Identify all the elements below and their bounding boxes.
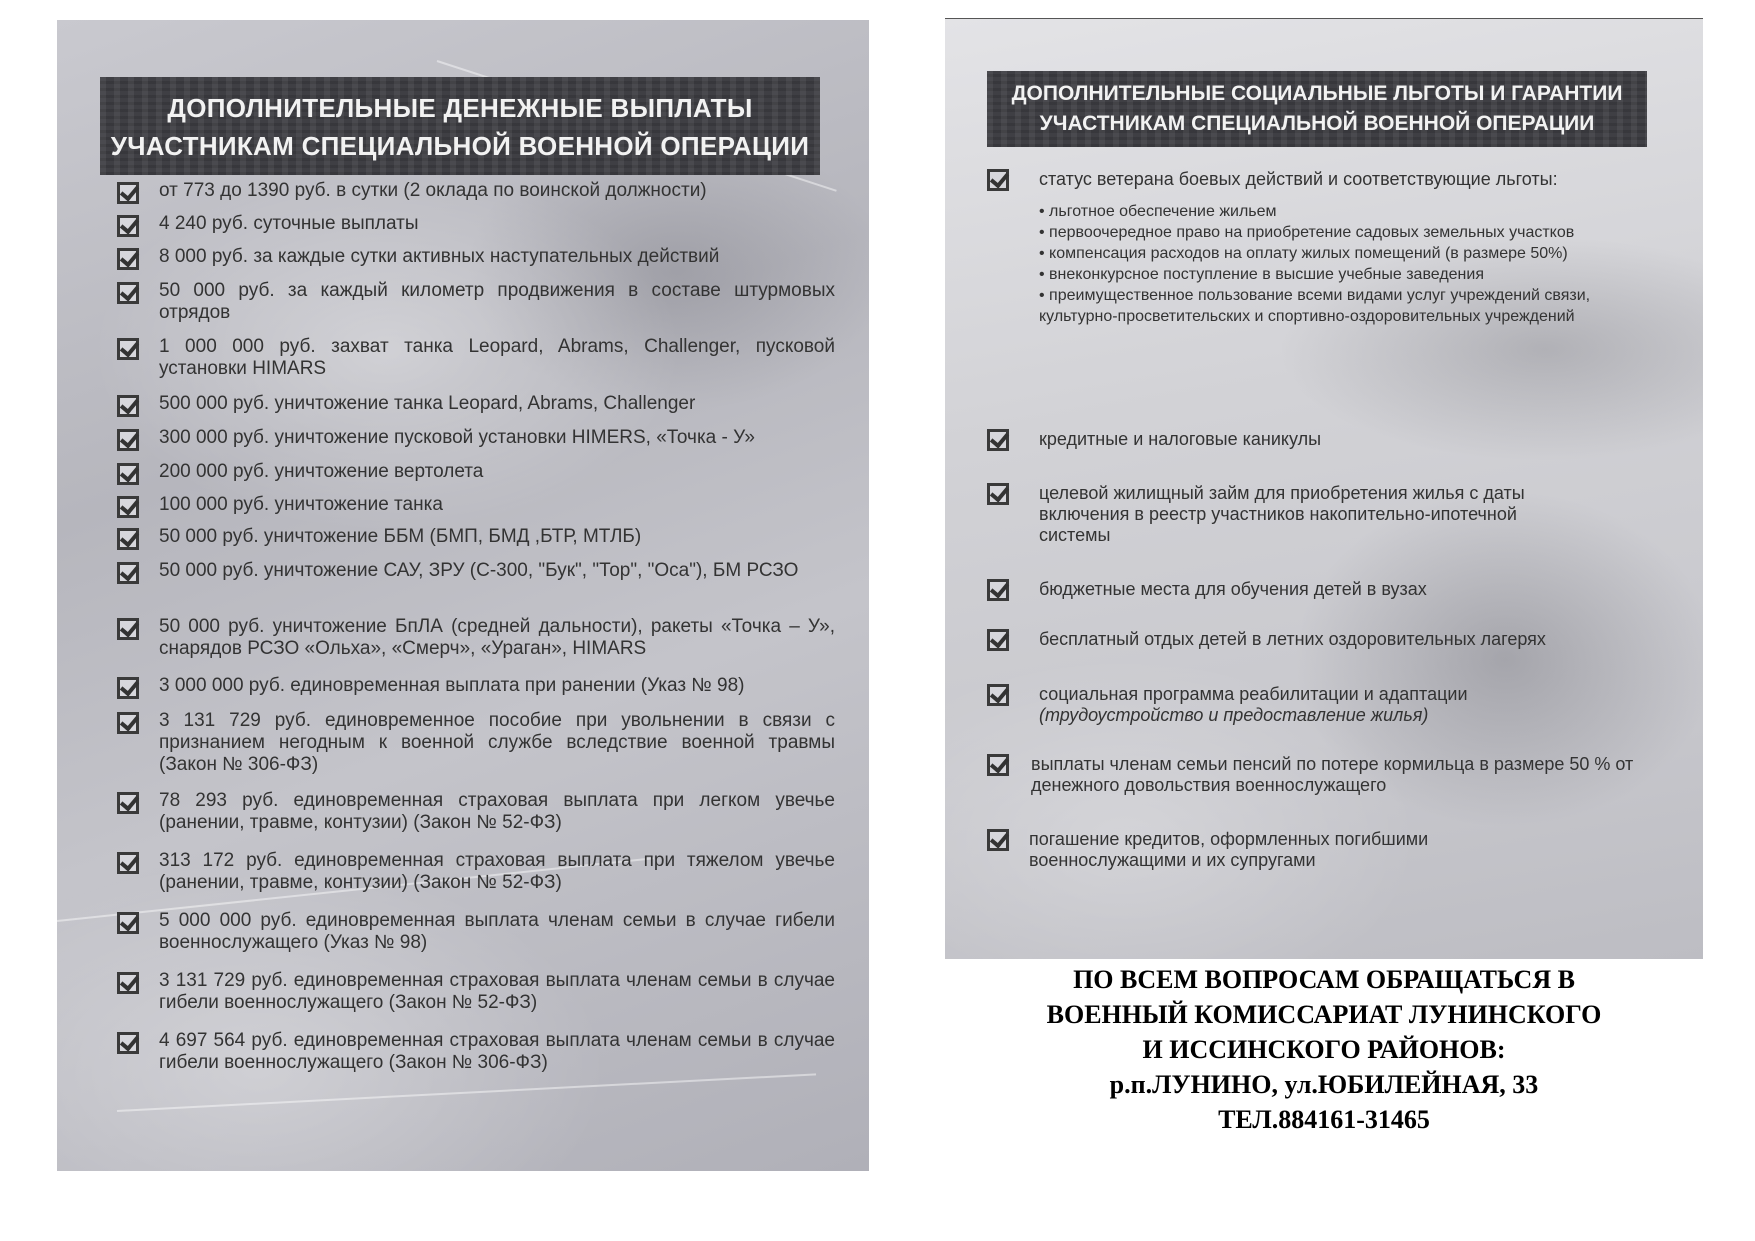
checkbox-checked-icon xyxy=(117,182,139,204)
checkbox-checked-icon xyxy=(987,829,1009,851)
list-item-text: 3 131 729 руб. единовременная страховая выплата членам семьи в случае гибели военнослужащего (Закон № 52-ФЗ) xyxy=(159,970,835,1013)
list-item-text: 300 000 руб. уничтожение пусковой установки HIMERS, «Точка - У» xyxy=(159,427,755,448)
rehab-text: социальная программа реабилитации и адаптации xyxy=(1039,684,1468,704)
rehab-note: (трудоустройство и предоставление жилья) xyxy=(1039,705,1429,725)
contact-line: ПО ВСЕМ ВОПРОСАМ ОБРАЩАТЬСЯ В xyxy=(1073,965,1575,994)
list-item-text: 5 000 000 руб. единовременная выплата членам семьи в случае гибели военнослужащего (Указ № 98) xyxy=(159,910,835,953)
checkbox-checked-icon xyxy=(117,792,139,814)
checkbox-checked-icon xyxy=(117,528,139,550)
checkbox-checked-icon xyxy=(117,463,139,485)
background-streak xyxy=(117,1073,816,1112)
checkbox-checked-icon xyxy=(117,496,139,518)
list-item-text: выплаты членам семьи пенсий по потере кормильца в размере 50 % от денежного довольствия военнослужащего xyxy=(1031,754,1634,795)
checkbox-checked-icon xyxy=(987,754,1009,776)
list-item-text: 500 000 руб. уничтожение танка Leopard, Abrams, Challenger xyxy=(159,393,696,414)
payments-header-line2: УЧАСТНИКАМ СПЕЦИАЛЬНОЙ ВОЕННОЙ ОПЕРАЦИИ xyxy=(110,131,810,161)
list-item-text: статус ветерана боевых действий и соответствующие льготы: xyxy=(1039,169,1558,189)
list-item-text: 100 000 руб. уничтожение танка xyxy=(159,494,443,515)
checkbox-checked-icon xyxy=(117,912,139,934)
sub-item: • преимущественное пользование всеми видами услуг учреждений связи, культурно-просветительских и спортивно-оздоровительных учреждений xyxy=(1039,287,1591,325)
checkbox-checked-icon xyxy=(987,429,1009,451)
benefits-header-line1: ДОПОЛНИТЕЛЬНЫЕ СОЦИАЛЬНЫЕ ЛЬГОТЫ И ГАРАНТИИ xyxy=(1011,82,1623,105)
list-item-text: 3 000 000 руб. единовременная выплата при ранении (Указ № 98) xyxy=(159,675,745,696)
checkbox-checked-icon xyxy=(117,677,139,699)
checkbox-checked-icon xyxy=(117,395,139,417)
contact-line: И ИССИНСКОГО РАЙОНОВ: xyxy=(1142,1035,1506,1064)
benefits-leaflet xyxy=(945,18,1703,959)
checkbox-checked-icon xyxy=(117,972,139,994)
payments-header-line1: ДОПОЛНИТЕЛЬНЫЕ ДЕНЕЖНЫЕ ВЫПЛАТЫ xyxy=(167,93,753,123)
checkbox-checked-icon xyxy=(117,215,139,237)
benefits-header xyxy=(987,71,1647,147)
list-item-text: целевой жилищный займ для приобретения жилья с даты включения в реестр участников накопительно-ипотечной системы xyxy=(1039,483,1525,545)
payments-header xyxy=(100,77,820,175)
checkbox-checked-icon xyxy=(987,169,1009,191)
checkbox-checked-icon xyxy=(987,629,1009,651)
list-item-text xyxy=(1039,684,1679,726)
list-item-text: погашение кредитов, оформленных погибшими военнослужащими и их супругами xyxy=(1029,829,1429,870)
checkbox-checked-icon xyxy=(987,483,1009,505)
sub-item: • первоочередное право на приобретение садовых земельных участков xyxy=(1039,224,1575,241)
list-item-text: 1 000 000 руб. захват танка Leopard, Abrams, Challenger, пусковой установки HIMARS xyxy=(159,336,835,379)
list-item-text: 50 000 руб. уничтожение САУ, ЗРУ (С-300, "Бук", "Тор", "Оса"), БМ РСЗО xyxy=(159,560,799,581)
checkbox-checked-icon xyxy=(117,248,139,270)
list-item-text: от 773 до 1390 руб. в сутки (2 оклада по воинской должности) xyxy=(159,180,707,201)
list-item-text: бесплатный отдых детей в летних оздоровительных лагерях xyxy=(1039,629,1546,649)
checkbox-checked-icon xyxy=(117,282,139,304)
contact-address: р.п.ЛУНИНО, ул.ЮБИЛЕЙНАЯ, 33 xyxy=(1109,1070,1539,1099)
list-item-text: 50 000 руб. за каждый километр продвижения в составе штурмовых отрядов xyxy=(159,280,835,323)
benefits-header-line2: УЧАСТНИКАМ СПЕЦИАЛЬНОЙ ВОЕННОЙ ОПЕРАЦИИ xyxy=(1039,112,1595,135)
list-item-text: 4 697 564 руб. единовременная страховая выплата членам семьи в случае гибели военнослужащего (Закон № 306-ФЗ) xyxy=(159,1030,835,1073)
sub-item: • компенсация расходов на оплату жилых помещений (в размере 50%) xyxy=(1039,245,1568,262)
contact-line: ВОЕННЫЙ КОМИССАРИАТ ЛУНИНСКОГО xyxy=(1046,1000,1602,1029)
list-item-text: 50 000 руб. уничтожение ББМ (БМП, БМД ,БТР, МТЛБ) xyxy=(159,526,642,547)
list-item-text: 4 240 руб. суточные выплаты xyxy=(159,213,419,234)
checkbox-checked-icon xyxy=(987,579,1009,601)
checkbox-checked-icon xyxy=(117,1032,139,1054)
sub-item: • внеконкурсное поступление в высшие учебные заведения xyxy=(1039,266,1484,283)
list-item-text: 200 000 руб. уничтожение вертолета xyxy=(159,461,484,482)
list-item-text: 3 131 729 руб. единовременное пособие при увольнении в связи с признанием негодным к военной службе вследствие военной травмы (Закон № 306-ФЗ) xyxy=(159,710,835,775)
checkbox-checked-icon xyxy=(117,562,139,584)
checkbox-checked-icon xyxy=(117,618,139,640)
checkbox-checked-icon xyxy=(117,429,139,451)
contact-phone: ТЕЛ.884161-31465 xyxy=(1218,1105,1430,1134)
veteran-benefits-sublist xyxy=(1039,201,1639,327)
list-item-text: 78 293 руб. единовременная страховая выплата при легком увечье (ранении, травме, контузии) (Закон № 52-ФЗ) xyxy=(159,790,835,833)
list-item-text: 313 172 руб. единовременная страховая выплата при тяжелом увечье (ранении, травме, контузии) (Закон № 52-ФЗ) xyxy=(159,850,835,893)
checkbox-checked-icon xyxy=(117,852,139,874)
checkbox-checked-icon xyxy=(117,338,139,360)
payments-leaflet xyxy=(57,20,869,1171)
checkbox-checked-icon xyxy=(987,684,1009,706)
list-item-text: 50 000 руб. уничтожение БпЛА (средней дальности), ракеты «Точка – У», снарядов РСЗО «Ольха», «Смерч», «Ураган», HIMARS xyxy=(159,616,835,659)
list-item-text: 8 000 руб. за каждые сутки активных наступательных действий xyxy=(159,246,720,267)
list-item-text: кредитные и налоговые каникулы xyxy=(1039,429,1322,449)
list-item-text: бюджетные места для обучения детей в вузах xyxy=(1039,579,1427,599)
checkbox-checked-icon xyxy=(117,712,139,734)
sub-item: • льготное обеспечение жильем xyxy=(1039,203,1277,220)
contact-info xyxy=(945,962,1703,1137)
